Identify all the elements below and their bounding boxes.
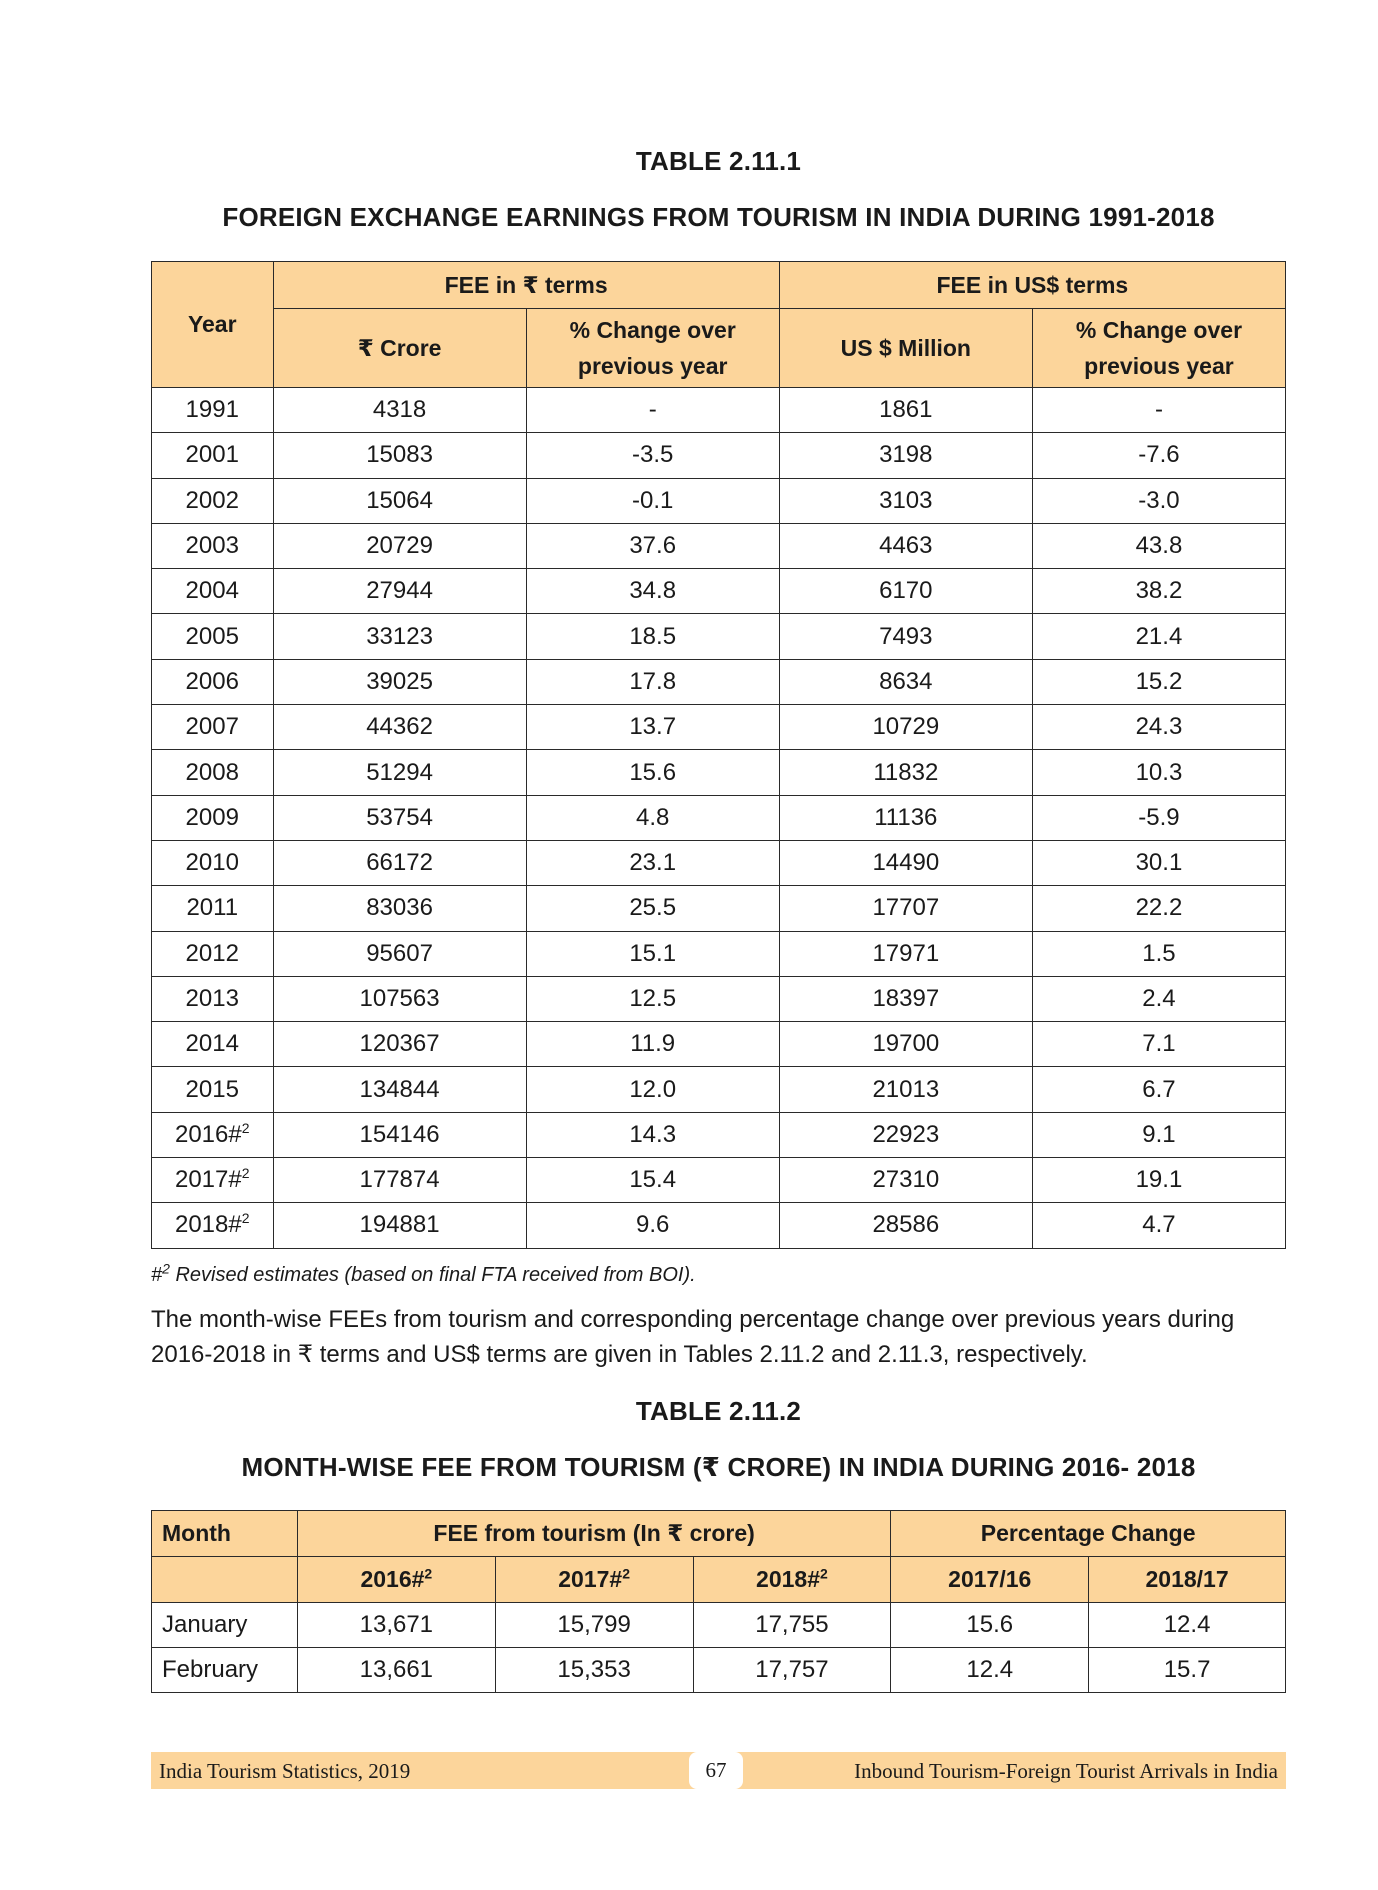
table-row — [152, 523, 1286, 568]
cell-year — [152, 976, 274, 1021]
footnote-sup: 2 — [162, 1260, 170, 1277]
cell-month: February — [152, 1648, 298, 1693]
table-row — [152, 840, 1286, 885]
table-row — [152, 659, 1286, 704]
cell-year-text: 2017# — [174, 1166, 242, 1194]
cell-2016: 13,661 — [297, 1648, 495, 1693]
cell-pct-inr: 15.4 — [526, 1158, 779, 1203]
cell-pct-inr: 15.6 — [526, 750, 779, 795]
table-row — [152, 433, 1286, 478]
header-2017-sup: 2 — [622, 1565, 631, 1582]
header-2016-text: 2016# — [360, 1566, 425, 1592]
fee-monthly-table-body — [152, 1603, 1286, 1693]
cell-year — [152, 931, 274, 976]
cell-year — [152, 388, 274, 433]
cell-year — [152, 886, 274, 931]
header-month: Month — [152, 1511, 298, 1557]
cell-year-sup: 2 — [241, 1210, 250, 1227]
cell-year — [152, 614, 274, 659]
header-fee-inr: FEE in ₹ terms — [273, 262, 779, 309]
header-pct-change-inr-line2: previous year — [577, 353, 728, 379]
cell-crore: 4318 — [273, 388, 526, 433]
table-row — [152, 931, 1286, 976]
cell-crore: 15083 — [273, 433, 526, 478]
header-month-blank — [152, 1557, 298, 1603]
table-row — [152, 1067, 1286, 1112]
header-pct-change-usd-line2: previous year — [1084, 353, 1234, 379]
cell-year-text: 2003 — [185, 532, 239, 560]
cell-year-sup: 2 — [241, 1119, 250, 1136]
table-row — [152, 1603, 1286, 1648]
table-2-caption: MONTH-WISE FEE FROM TOURISM (₹ CRORE) IN INDIA DURING 2016- 2018 — [241, 1452, 1196, 1482]
cell-pct-usd: 10.3 — [1032, 750, 1285, 795]
header-2018-17: 2018/17 — [1089, 1557, 1286, 1603]
footnote-text: Revised estimates (based on final FTA received from BOI). — [169, 1264, 696, 1286]
footnote-prefix: # — [151, 1264, 163, 1286]
cell-month: January — [152, 1603, 298, 1648]
cell-year-text: 2016# — [174, 1120, 242, 1148]
cell-usd-million: 19700 — [779, 1022, 1032, 1067]
header-pct-change-usd-line1: % Change over — [1075, 317, 1243, 343]
cell-year — [152, 1158, 274, 1203]
cell-pct-inr: 13.7 — [526, 705, 779, 750]
cell-year — [152, 569, 274, 614]
cell-pct-usd: -7.6 — [1032, 433, 1285, 478]
header-2018-sup: 2 — [820, 1565, 828, 1582]
cell-pct-usd: 6.7 — [1032, 1067, 1285, 1112]
cell-crore: 15064 — [273, 478, 526, 523]
cell-year — [152, 433, 274, 478]
footer-section: Inbound Tourism-Foreign Tourist Arrivals in India — [854, 1759, 1278, 1783]
cell-pct-usd: 2.4 — [1032, 976, 1285, 1021]
cell-year — [152, 478, 274, 523]
header-2018 — [693, 1557, 891, 1603]
footer-publication: India Tourism Statistics, 2019 — [159, 1759, 411, 1783]
cell-usd-million: 8634 — [779, 659, 1032, 704]
header-year: Year — [152, 262, 274, 388]
cell-pct-inr: -3.5 — [526, 433, 779, 478]
cell-pct-usd: 7.1 — [1032, 1022, 1285, 1067]
cell-crore: 194881 — [273, 1203, 526, 1248]
header-pct-change-inr-line1: % Change over — [569, 317, 736, 343]
cell-pct-inr: 12.0 — [526, 1067, 779, 1112]
cell-crore: 33123 — [273, 614, 526, 659]
cell-2018: 17,757 — [693, 1648, 891, 1693]
cell-year-text: 2015 — [185, 1075, 239, 1103]
cell-2018: 17,755 — [693, 1603, 891, 1648]
cell-pct-inr: 12.5 — [526, 976, 779, 1021]
cell-usd-million: 10729 — [779, 705, 1032, 750]
header-pct-change-inr — [526, 309, 779, 388]
cell-pct-usd: - — [1032, 388, 1285, 433]
table-row — [152, 750, 1286, 795]
cell-year-text: 2010 — [185, 849, 239, 877]
cell-2016: 13,671 — [297, 1603, 495, 1648]
cell-year-text: 2005 — [185, 622, 239, 650]
table-2-label: TABLE 2.11.2 — [635, 1396, 802, 1426]
cell-year-text: 2012 — [185, 939, 239, 967]
table-row — [152, 705, 1286, 750]
cell-year — [152, 795, 274, 840]
header-fee-group: FEE from tourism (In ₹ crore) — [297, 1511, 890, 1557]
cell-crore: 107563 — [273, 976, 526, 1021]
cell-year — [152, 523, 274, 568]
cell-usd-million: 27310 — [779, 1158, 1032, 1203]
cell-pct-inr: 34.8 — [526, 569, 779, 614]
cell-pct-usd: 19.1 — [1032, 1158, 1285, 1203]
cell-year — [152, 1112, 274, 1157]
cell-pct-usd: 21.4 — [1032, 614, 1285, 659]
page-number: 67 — [689, 1752, 743, 1789]
cell-year-text: 2018# — [174, 1211, 242, 1239]
cell-crore: 134844 — [273, 1067, 526, 1112]
cell-usd-million: 28586 — [779, 1203, 1032, 1248]
table-1-caption: FOREIGN EXCHANGE EARNINGS FROM TOURISM IN INDIA DURING 1991-2018 — [222, 202, 1215, 232]
cell-usd-million: 14490 — [779, 840, 1032, 885]
cell-year — [152, 1203, 274, 1248]
cell-pct-usd: 9.1 — [1032, 1112, 1285, 1157]
table-row — [152, 478, 1286, 523]
cell-crore: 44362 — [273, 705, 526, 750]
cell-crore: 27944 — [273, 569, 526, 614]
cell-usd-million: 3198 — [779, 433, 1032, 478]
cell-crore: 20729 — [273, 523, 526, 568]
cell-year-text: 2008 — [185, 758, 239, 786]
fee-monthly-table — [151, 1510, 1286, 1693]
cell-2017: 15,353 — [495, 1648, 693, 1693]
cell-usd-million: 21013 — [779, 1067, 1032, 1112]
cell-pct-inr: 15.1 — [526, 931, 779, 976]
cell-pct-usd: 30.1 — [1032, 840, 1285, 885]
table-row — [152, 1203, 1286, 1248]
table-row — [152, 1022, 1286, 1067]
cell-pct-inr: 11.9 — [526, 1022, 779, 1067]
header-2016 — [297, 1557, 495, 1603]
header-usd-million: US $ Million — [779, 309, 1032, 388]
table-row — [152, 1648, 1286, 1693]
header-2017-text: 2017# — [558, 1566, 623, 1592]
cell-change-2017-16: 15.6 — [891, 1603, 1089, 1648]
cell-crore: 51294 — [273, 750, 526, 795]
cell-crore: 83036 — [273, 886, 526, 931]
cell-pct-usd: 1.5 — [1032, 931, 1285, 976]
fee-annual-table — [151, 261, 1286, 1249]
body-paragraph: The month-wise FEEs from tourism and corresponding percentage change over previous years during 2016-2018 in ₹ terms and US$ terms are given in Tables 2.11.2 and 2.11.3, respectively. — [151, 1306, 1235, 1368]
header-fee-usd: FEE in US$ terms — [779, 262, 1285, 309]
table-1-label: TABLE 2.11.1 — [635, 146, 802, 176]
cell-year-text: 2004 — [185, 577, 239, 605]
cell-pct-inr: 23.1 — [526, 840, 779, 885]
cell-usd-million: 7493 — [779, 614, 1032, 659]
cell-year — [152, 840, 274, 885]
cell-year — [152, 750, 274, 795]
header-pct-change-usd — [1032, 309, 1285, 388]
header-pct-group: Percentage Change — [891, 1511, 1286, 1557]
cell-pct-inr: 18.5 — [526, 614, 779, 659]
header-crore: ₹ Crore — [273, 309, 526, 388]
cell-usd-million: 11136 — [779, 795, 1032, 840]
table-row — [152, 1158, 1286, 1203]
cell-year-text: 2014 — [185, 1030, 239, 1058]
cell-year — [152, 1067, 274, 1112]
header-2016-sup: 2 — [424, 1565, 433, 1582]
cell-year — [152, 705, 274, 750]
cell-pct-inr: 4.8 — [526, 795, 779, 840]
cell-pct-usd: 24.3 — [1032, 705, 1285, 750]
cell-usd-million: 17971 — [779, 931, 1032, 976]
cell-change-2018-17: 15.7 — [1089, 1648, 1286, 1693]
cell-crore: 120367 — [273, 1022, 526, 1067]
header-2018-text: 2018# — [756, 1566, 821, 1592]
cell-year-text: 2013 — [185, 985, 239, 1012]
cell-pct-inr: 37.6 — [526, 523, 779, 568]
cell-change-2018-17: 12.4 — [1089, 1603, 1286, 1648]
cell-change-2017-16: 12.4 — [891, 1648, 1089, 1693]
table-1-footnote — [151, 1260, 696, 1287]
table-row — [152, 795, 1286, 840]
cell-crore: 53754 — [273, 795, 526, 840]
cell-pct-inr: 17.8 — [526, 659, 779, 704]
table-row — [152, 569, 1286, 614]
cell-pct-usd: 4.7 — [1032, 1203, 1285, 1248]
cell-pct-usd: 22.2 — [1032, 886, 1285, 931]
cell-year-text: 2006 — [185, 667, 239, 695]
cell-year-text: 2002 — [185, 486, 239, 514]
cell-usd-million: 11832 — [779, 750, 1032, 795]
cell-usd-million: 22923 — [779, 1112, 1032, 1157]
cell-usd-million: 6170 — [779, 569, 1032, 614]
cell-pct-inr: 9.6 — [526, 1203, 779, 1248]
fee-annual-table-body — [152, 388, 1286, 1249]
cell-pct-usd: 15.2 — [1032, 659, 1285, 704]
cell-pct-inr: 14.3 — [526, 1112, 779, 1157]
cell-year-text: 1991 — [185, 396, 239, 424]
cell-crore: 66172 — [273, 840, 526, 885]
cell-usd-million: 18397 — [779, 976, 1032, 1021]
table-row — [152, 1112, 1286, 1157]
cell-year-text: 2009 — [185, 803, 239, 831]
cell-pct-usd: -5.9 — [1032, 795, 1285, 840]
cell-year-sup: 2 — [241, 1165, 250, 1182]
cell-pct-usd: -3.0 — [1032, 478, 1285, 523]
cell-usd-million: 4463 — [779, 523, 1032, 568]
cell-usd-million: 1861 — [779, 388, 1032, 433]
table-row — [152, 388, 1286, 433]
cell-crore: 177874 — [273, 1158, 526, 1203]
header-2017-16: 2017/16 — [891, 1557, 1089, 1603]
cell-pct-inr: -0.1 — [526, 478, 779, 523]
cell-crore: 39025 — [273, 659, 526, 704]
header-2017 — [495, 1557, 693, 1603]
cell-crore: 154146 — [273, 1112, 526, 1157]
cell-pct-usd: 43.8 — [1032, 523, 1285, 568]
cell-year-text: 2011 — [186, 894, 239, 922]
cell-year — [152, 659, 274, 704]
cell-usd-million: 17707 — [779, 886, 1032, 931]
cell-usd-million: 3103 — [779, 478, 1032, 523]
cell-pct-inr: - — [526, 388, 779, 433]
cell-year-text: 2007 — [185, 713, 239, 741]
cell-2017: 15,799 — [495, 1603, 693, 1648]
cell-pct-usd: 38.2 — [1032, 569, 1285, 614]
page-footer — [151, 1752, 1286, 1789]
cell-year — [152, 1022, 274, 1067]
cell-year-text: 2001 — [185, 441, 239, 469]
table-row — [152, 614, 1286, 659]
cell-pct-inr: 25.5 — [526, 886, 779, 931]
table-row — [152, 976, 1286, 1021]
cell-crore: 95607 — [273, 931, 526, 976]
table-row — [152, 886, 1286, 931]
